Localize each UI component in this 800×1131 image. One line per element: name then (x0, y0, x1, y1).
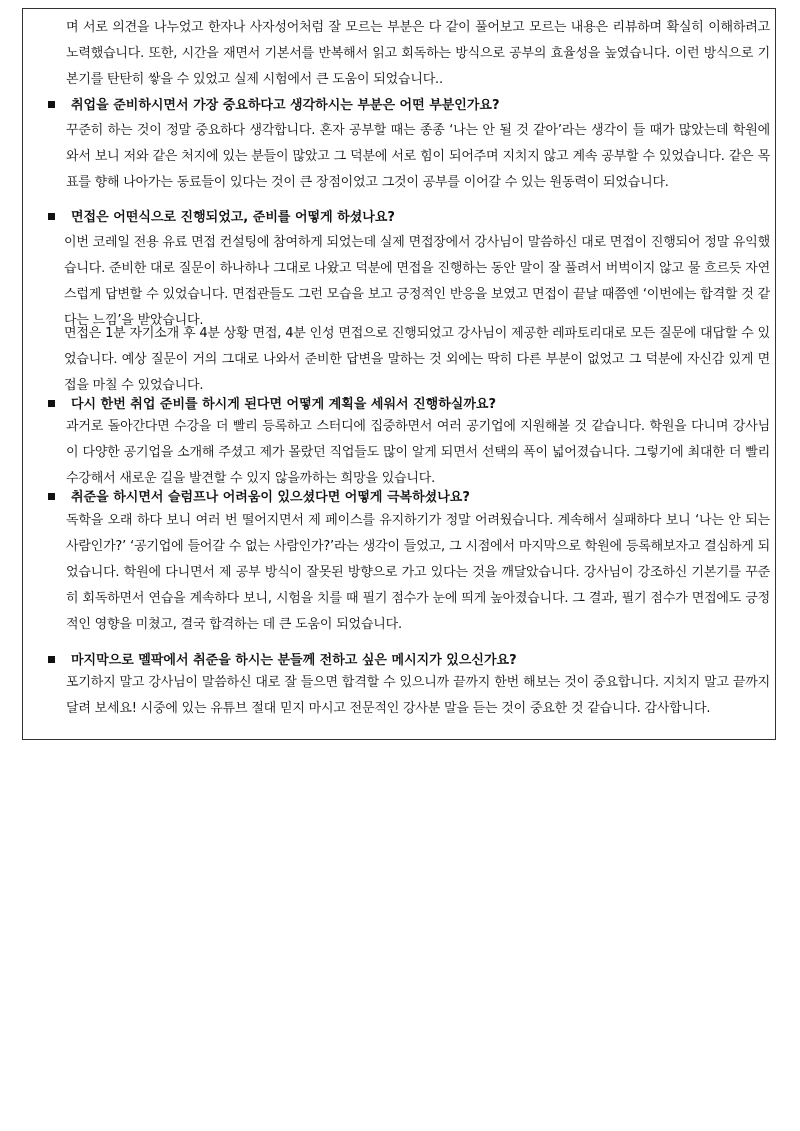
question-3: 다시 한번 취업 준비를 하시게 된다면 어떻게 계획을 세워서 진행하실까요? (48, 392, 780, 418)
answer-3: 과거로 돌아간다면 수강을 더 빨리 등록하고 스터디에 집중하면서 여러 공기업에 지원해볼 것 같습니다. 학원을 다니며 강사님이 다양한 공기업을 소개해 주셨고 제가 몰랐던 직업들도 많이 알게 되면서 선택의 폭이 넓어졌습니다. 그렇기에 최대한 더 빨리 수강해서 새로운 길을 발견할 수 있지 않을까하는 희망을 있습니다. (66, 419, 770, 486)
answer-4: 독학을 오래 하다 보니 여러 번 떨어지면서 제 페이스를 유지하기가 정말 어려웠습니다. 계속해서 실패하다 보니 ‘나는 안 되는 사람인가?’ ‘공기업에 들어갈 수 없는 사람인가?’라는 생각이 들었고, 그 시점에서 마지막으로 학원에 등록해보자고 결심하게 되었습니다. 학원에 다니면서 제 공부 방식이 잘못된 방향으로 가고 있다는 것을 깨달았습니다. 강사님이 강조하신 기본기를 꾸준히 회독하면서 연습을 계속하다 보니, 시험을 치를 때 필기 점수가 눈에 띄게 높아졌습니다. 그 결과, 필기 점수가 면접에도 긍정적인 영향을 미쳤고, 결국 합격하는 데 큰 도움이 되었습니다. (66, 513, 770, 632)
bullet-icon (48, 493, 55, 500)
answer-2a: 이번 코레일 전용 유료 면접 컨설팅에 참여하게 되었는데 실제 면접장에서 강사님이 말씀하신 대로 면접이 진행되어 정말 유익했습니다. 준비한 대로 질문이 하나하나 그대로 나왔고 덕분에 면접을 진행하는 동안 말이 잘 풀려서 버벅이지 않고 물 흐르듯 자연스럽게 답변할 수 있었습니다. 면접관들도 그런 모습을 보고 긍정적인 반응을 보였고 면접이 끝날 때쯤엔 ‘이번에는 합격할 것 같다는 느낌’을 받았습니다. (64, 235, 770, 328)
question-4: 취준을 하시면서 슬럼프나 어려움이 있으셨다면 어떻게 극복하셨나요? (48, 485, 780, 511)
bullet-icon (48, 101, 55, 108)
bullet-icon (48, 656, 55, 663)
bullet-icon (48, 213, 55, 220)
question-2: 면접은 어떤식으로 진행되었고, 준비를 어떻게 하셨나요? (48, 205, 780, 231)
answer-2b: 면접은 1분 자기소개 후 4분 상황 면접, 4분 인성 면접으로 진행되었고 강사님이 제공한 레파토리대로 모든 질문에 대답할 수 있었습니다. 예상 질문이 거의 그대로 나와서 준비한 답변을 말하는 것 외에는 딱히 다른 부분이 없었고 그 덕분에 자신감 있게 면접을 마칠 수 있었습니다. (64, 326, 770, 393)
question-1: 취업을 준비하시면서 가장 중요하다고 생각하시는 부분은 어떤 부분인가요? (48, 93, 780, 119)
bullet-icon (48, 400, 55, 407)
answer-1: 꾸준히 하는 것이 정말 중요하다 생각합니다. 혼자 공부할 때는 종종 ‘나는 안 될 것 같아’라는 생각이 들 때가 많았는데 학원에 와서 보니 저와 같은 처지에 있는 분들이 많았고 그 덕분에 서로 힘이 되어주며 지치지 않고 계속 공부할 수 있었습니다. 같은 목표를 향해 나아가는 동료들이 있다는 것이 큰 장점이었고 그것이 공부를 이어갈 수 있는 원동력이 되었습니다. (66, 123, 770, 190)
question-5: 마지막으로 멜팍에서 취준을 하시는 분들께 전하고 싶은 메시지가 있으신가요? (48, 648, 780, 674)
answer-5: 포기하지 말고 강사님이 말씀하신 대로 잘 들으면 합격할 수 있으니까 끝까지 한번 해보는 것이 중요합니다. 지치지 말고 끝까지 달려 보세요! 시중에 있는 유튜브 절대 믿지 마시고 전문적인 강사분 말을 듣는 것이 중요한 것 같습니다. 감사합니다. (66, 675, 770, 716)
intro-paragraph: 며 서로 의견을 나누었고 한자나 사자성어처럼 잘 모르는 부분은 다 같이 풀어보고 모르는 내용은 리뷰하며 확실히 이해하려고 노력했습니다. 또한, 시간을 재면서 기본서를 반복해서 읽고 회독하는 방식으로 공부의 효율성을 높였습니다. 이런 방식으로 기본기를 탄탄히 쌓을 수 있었고 실제 시험에서 큰 도움이 되었습니다.. (66, 20, 770, 87)
